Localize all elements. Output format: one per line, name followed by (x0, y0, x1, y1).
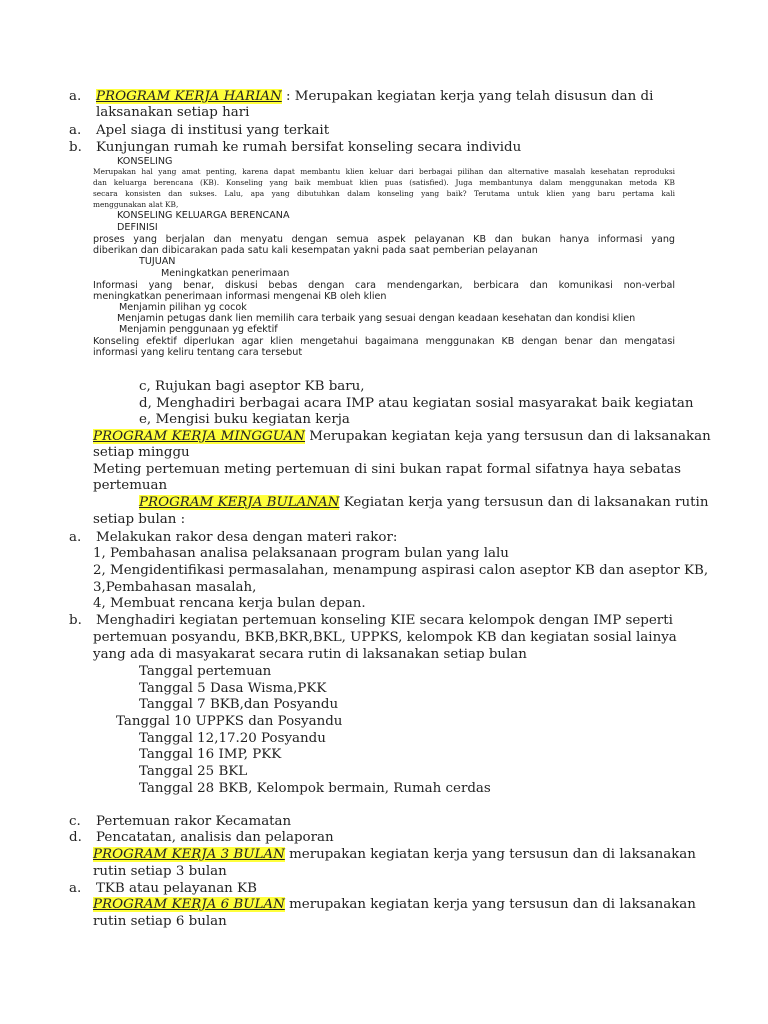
text-line: rutin setiap 3 bulan (93, 864, 227, 879)
program-mingguan-line (93, 429, 711, 445)
program-bulanan-line (139, 495, 708, 511)
program-3-bulan-heading: PROGRAM KERJA 3 BULAN (93, 847, 285, 862)
list-item-text: Melakukan rakor desa dengan materi rakor: (96, 530, 398, 545)
definisi-line: diberikan dan dibicarakan pada satu kali kesempatan yakni pada saat pemberian pelayanan (93, 245, 538, 256)
list-item-text: Pencatatan, analisis dan pelaporan (96, 830, 334, 845)
schedule-item: Tanggal 25 BKL (139, 764, 248, 779)
subheading: Menjamin penggunaan yg efektif (119, 324, 278, 335)
konseling-paragraph-line: Merupakan hal yang amat penting, karena dapat membantu klien keluar dari berbagai pilihan dan alternative masalah kesehatan reproduksi (93, 167, 675, 176)
program-bulanan-desc: Kegiatan kerja yang tersusun dan di laksanakan rutin (339, 495, 709, 510)
list-item-text: yang ada di masyakarat secara rutin di laksanakan setiap bulan (93, 647, 527, 662)
text-line: setiap minggu (93, 445, 190, 460)
text-line: Informasi yang benar, diskusi bebas dengan cara mendengarkan, berbicara dan komunikasi non-verbal (93, 280, 675, 291)
list-marker: a. (69, 123, 82, 138)
list-item-text: Pertemuan rakor Kecamatan (96, 814, 292, 829)
program-harian-desc: : Merupakan kegiatan kerja yang telah disusun dan di (286, 89, 654, 104)
list-item-text: Kunjungan rumah ke rumah bersifat konseling secara individu (96, 140, 522, 155)
list-item-text: TKB atau pelayanan KB (96, 881, 257, 896)
list-item-text: e, Mengisi buku kegiatan kerja (139, 412, 350, 427)
list-marker: b. (69, 613, 82, 628)
text-line: setiap bulan : (93, 512, 186, 527)
schedule-item: Tanggal 28 BKB, Kelompok bermain, Rumah cerdas (139, 781, 491, 796)
text-line: Konseling efektif diperlukan agar klien mengetahui bagaimana menggunakan KB dengan benar dan mengatasi (93, 336, 675, 347)
konseling-paragraph-line: secara konsisten dan sukses. Lalu, apa yang dibutuhkan dalam konseling yang baik? Terutama untuk klien yang baru pertama kali (93, 189, 675, 198)
program-6-bulan-heading: PROGRAM KERJA 6 BULAN (93, 897, 285, 912)
program-bulanan-heading: PROGRAM KERJA BULANAN (139, 495, 340, 510)
schedule-item: Tanggal 5 Dasa Wisma,PKK (139, 681, 327, 696)
program-harian-line (96, 89, 653, 105)
list-item-text: pertemuan posyandu, BKB,BKR,BKL, UPPKS, kelompok KB dan kegiatan sosial lainya (93, 630, 677, 645)
schedule-heading: Tanggal pertemuan (139, 664, 272, 679)
list-marker: a. (69, 89, 82, 104)
list-marker: a. (69, 530, 82, 545)
text-line: pertemuan (93, 478, 168, 493)
subheading: Meningkatkan penerimaan (161, 268, 290, 279)
list-marker: a. (69, 881, 82, 896)
definisi-line: proses yang berjalan dan menyatu dengan semua aspek pelayanan KB dan bukan hanya informasi yang (93, 234, 675, 245)
list-item-text: Apel siaga di institusi yang terkait (96, 123, 330, 138)
list-item-text: 2, Mengidentifikasi permasalahan, menampung aspirasi calon aseptor KB dan aseptor KB, (93, 563, 709, 578)
list-item-text: 1, Pembahasan analisa pelaksanaan program bulan yang lalu (93, 546, 509, 561)
program-mingguan-heading: PROGRAM KERJA MINGGUAN (93, 429, 306, 444)
schedule-item: Tanggal 7 BKB,dan Posyandu (139, 697, 339, 712)
konseling-heading: KONSELING (117, 156, 173, 167)
program-harian-heading: PROGRAM KERJA HARIAN (96, 89, 282, 104)
list-item-text: c, Rujukan bagi aseptor KB baru, (139, 379, 365, 394)
program-mingguan-desc: Merupakan kegiatan keja yang tersusun dan di laksanakan (305, 429, 711, 444)
list-marker: d. (69, 830, 82, 845)
text-line: laksanakan setiap hari (96, 105, 250, 120)
program-3-bulan-line (93, 847, 696, 863)
text-line: Menjamin petugas dank lien memilih cara terbaik yang sesuai dengan keadaan kesehatan dan kondisi klien (117, 313, 636, 324)
program-6-bulan-desc: merupakan kegiatan kerja yang tersusun dan di laksanakan (284, 897, 696, 912)
list-marker: c. (69, 814, 81, 829)
program-3-bulan-desc: merupakan kegiatan kerja yang tersusun dan di laksanakan (284, 847, 696, 862)
program-6-bulan-line (93, 897, 696, 913)
schedule-item: Tanggal 10 UPPKS dan Posyandu (116, 714, 343, 729)
list-marker: b. (69, 140, 82, 155)
section-heading: TUJUAN (139, 256, 176, 267)
konseling-paragraph-line: dan keluarga berencana (KB). Konseling yang baik membuat klien puas (satisfied). Juga membantunya dalam menggunakan metoda KB (93, 178, 675, 187)
text-line: Meting pertemuan meting pertemuan di sini bukan rapat formal sifatnya haya sebatas (93, 462, 681, 477)
text-line: rutin setiap 6 bulan (93, 914, 227, 929)
schedule-item: Tanggal 12,17.20 Posyandu (139, 731, 326, 746)
list-item-text: 4, Membuat rencana kerja bulan depan. (93, 596, 366, 611)
text-line: informasi yang keliru tentang cara tersebut (93, 347, 303, 358)
text-line: meningkatkan penerimaan informasi mengenai KB oleh klien (93, 291, 387, 302)
section-heading: KONSELING KELUARGA BERENCANA (117, 210, 290, 221)
schedule-item: Tanggal 16 IMP, PKK (139, 747, 282, 762)
subheading: Menjamin pilihan yg cocok (119, 302, 247, 313)
list-item-text: 3,Pembahasan masalah, (93, 580, 257, 595)
list-item-text: d, Menghadiri berbagai acara IMP atau kegiatan sosial masyarakat baik kegiatan (139, 396, 694, 411)
section-heading: DEFINISI (117, 222, 158, 233)
list-item-text: Menghadiri kegiatan pertemuan konseling KIE secara kelompok dengan IMP seperti (96, 613, 673, 628)
konseling-paragraph-line: menggunakan alat KB, (93, 200, 179, 209)
